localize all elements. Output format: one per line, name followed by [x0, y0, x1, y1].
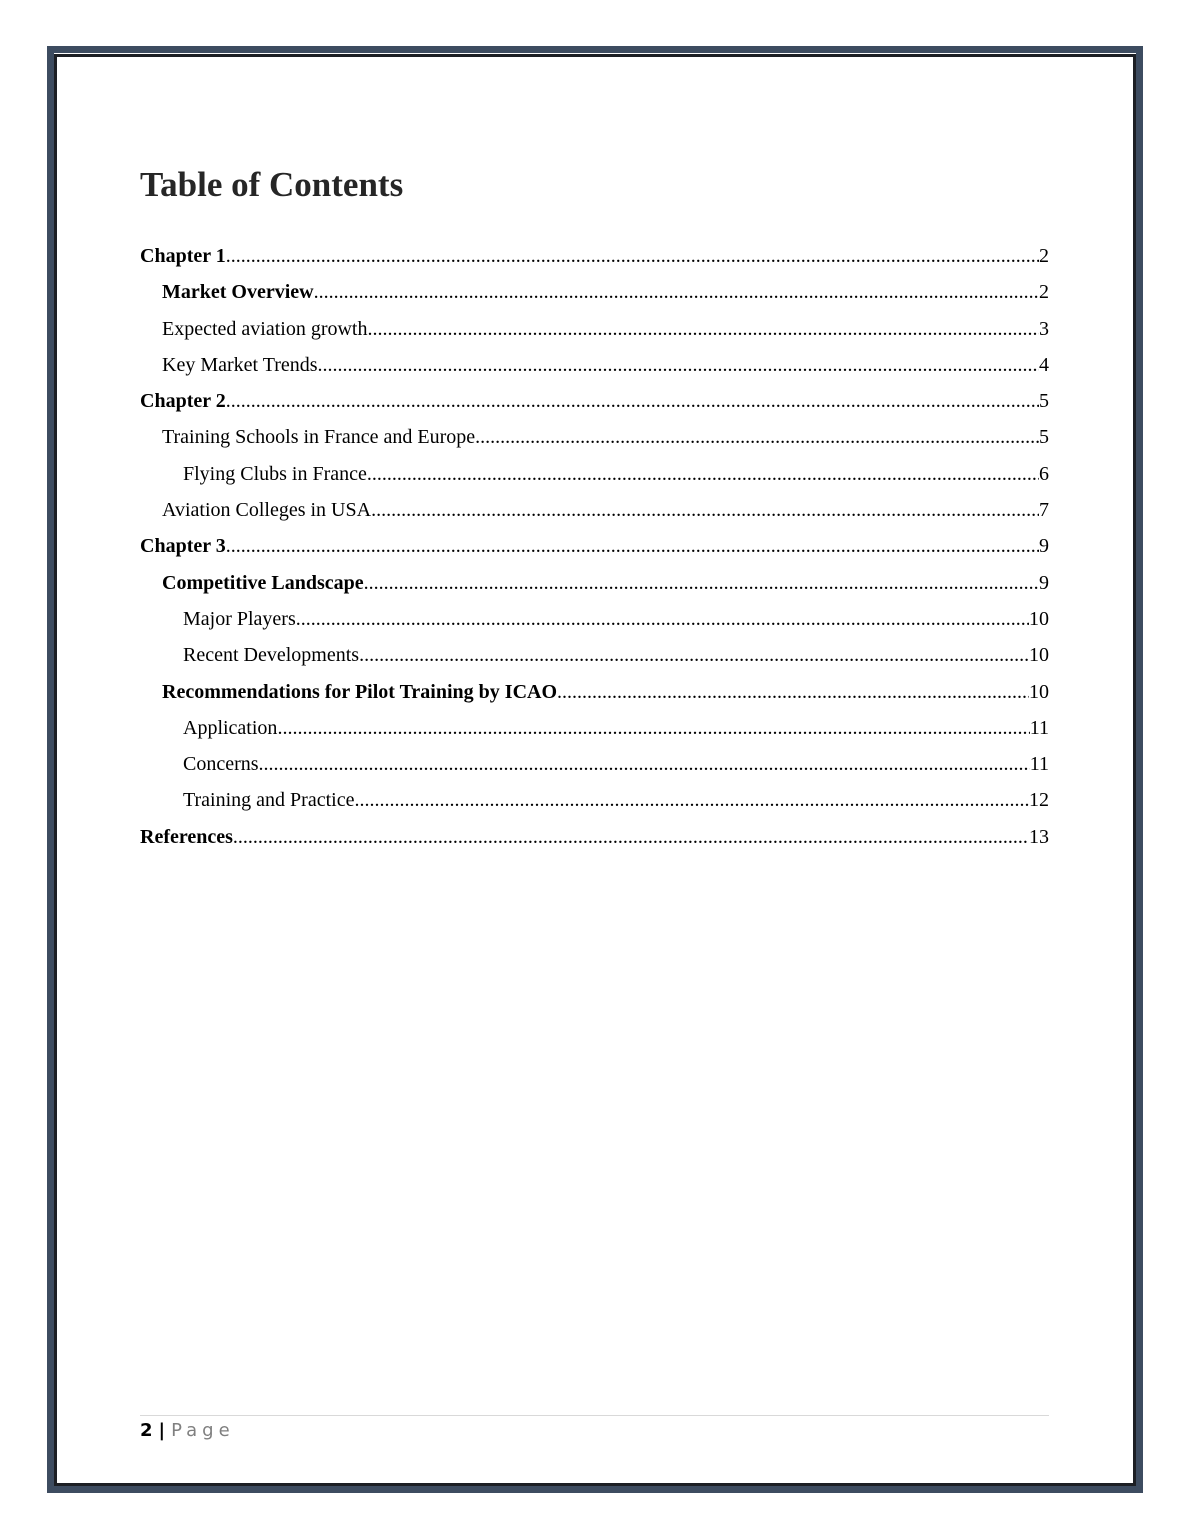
- toc-entry[interactable]: [140, 456, 1049, 492]
- toc-entry-page-number: 10: [1029, 607, 1049, 630]
- toc-dot-leader: [368, 311, 1040, 347]
- toc-dot-leader: [314, 274, 1039, 310]
- toc-entry-label: Concerns: [183, 753, 259, 776]
- toc-list: [140, 238, 1049, 855]
- toc-entry[interactable]: [140, 528, 1049, 564]
- toc-entry-page-number: 9: [1039, 535, 1049, 558]
- toc-entry-page-number: 2: [1039, 245, 1049, 267]
- toc-entry-page-number: 10: [1029, 644, 1049, 667]
- toc-entry-page-number: 6: [1039, 462, 1049, 485]
- toc-entry[interactable]: [140, 819, 1049, 855]
- toc-entry[interactable]: [140, 746, 1049, 782]
- toc-entry[interactable]: [140, 492, 1049, 528]
- footer-page-word: Page: [171, 1420, 235, 1441]
- toc-entry[interactable]: [140, 274, 1049, 310]
- toc-entry-page-number: 7: [1039, 499, 1049, 522]
- toc-entry-page-number: 9: [1039, 571, 1049, 594]
- toc-entry-label: Recommendations for Pilot Training by ICAO: [162, 680, 558, 703]
- toc-title: Table of Contents: [140, 165, 404, 204]
- toc-entry-page-number: 5: [1039, 426, 1049, 449]
- toc-dot-leader: [296, 601, 1029, 637]
- page-footer: [140, 1419, 235, 1443]
- toc-dot-leader: [226, 528, 1039, 564]
- toc-entry-label: Competitive Landscape: [162, 571, 364, 594]
- toc-dot-leader: [354, 782, 1029, 818]
- toc-entry[interactable]: [140, 601, 1049, 637]
- toc-entry-label: Training and Practice: [183, 789, 355, 812]
- toc-entry-page-number: 10: [1029, 680, 1049, 703]
- toc-entry-label: Application: [183, 716, 278, 739]
- toc-entry-label: Chapter 3: [140, 535, 226, 558]
- toc-dot-leader: [371, 492, 1039, 528]
- toc-entry-page-number: 4: [1039, 353, 1049, 376]
- toc-entry-label: Major Players: [183, 607, 296, 630]
- toc-dot-leader: [359, 637, 1029, 673]
- toc-entry[interactable]: [140, 238, 1049, 274]
- toc-entry-page-number: 3: [1039, 317, 1049, 340]
- toc-entry-label: Recent Developments: [183, 644, 360, 667]
- toc-entry-page-number: 11: [1029, 753, 1049, 776]
- toc-dot-leader: [475, 419, 1039, 455]
- toc-entry-label: Flying Clubs in France: [183, 462, 367, 485]
- toc-entry-label: Chapter 2: [140, 390, 226, 413]
- toc-entry-label: Training Schools in France and Europe: [162, 426, 476, 449]
- toc-entry[interactable]: [140, 782, 1049, 818]
- toc-dot-leader: [364, 565, 1039, 601]
- toc-entry-page-number: 2: [1039, 281, 1049, 304]
- toc-entry-label: References: [140, 825, 233, 848]
- toc-dot-leader: [557, 674, 1029, 710]
- toc-entry-page-number: 11: [1029, 716, 1049, 739]
- footer-divider: [140, 1415, 1049, 1416]
- toc-entry[interactable]: [140, 674, 1049, 710]
- footer-page-number: 2: [140, 1420, 153, 1441]
- toc-entry[interactable]: [140, 710, 1049, 746]
- toc-dot-leader: [233, 819, 1029, 855]
- toc-entry-page-number: 12: [1029, 789, 1049, 812]
- toc-dot-leader: [318, 347, 1039, 383]
- toc-entry[interactable]: [140, 419, 1049, 455]
- footer-separator: |: [158, 1420, 166, 1441]
- toc-entry[interactable]: [140, 311, 1049, 347]
- toc-entry-page-number: 13: [1029, 825, 1049, 848]
- toc-entry-label: Aviation Colleges in USA: [162, 499, 372, 522]
- toc-entry[interactable]: [140, 347, 1049, 383]
- toc-entry-label: Expected aviation growth: [162, 317, 368, 340]
- toc-dot-leader: [259, 746, 1030, 782]
- toc-entry-label: Key Market Trends: [162, 353, 318, 376]
- toc-dot-leader: [367, 456, 1039, 492]
- toc-entry[interactable]: [140, 383, 1049, 419]
- toc-entry-label: Market Overview: [162, 281, 314, 304]
- toc-entry[interactable]: [140, 565, 1049, 601]
- toc-entry-label: Chapter 1: [140, 245, 226, 267]
- toc-dot-leader: [277, 710, 1029, 746]
- toc-dot-leader: [226, 238, 1039, 274]
- toc-entry-page-number: 5: [1039, 390, 1049, 413]
- toc-dot-leader: [226, 383, 1039, 419]
- toc-entry[interactable]: [140, 637, 1049, 673]
